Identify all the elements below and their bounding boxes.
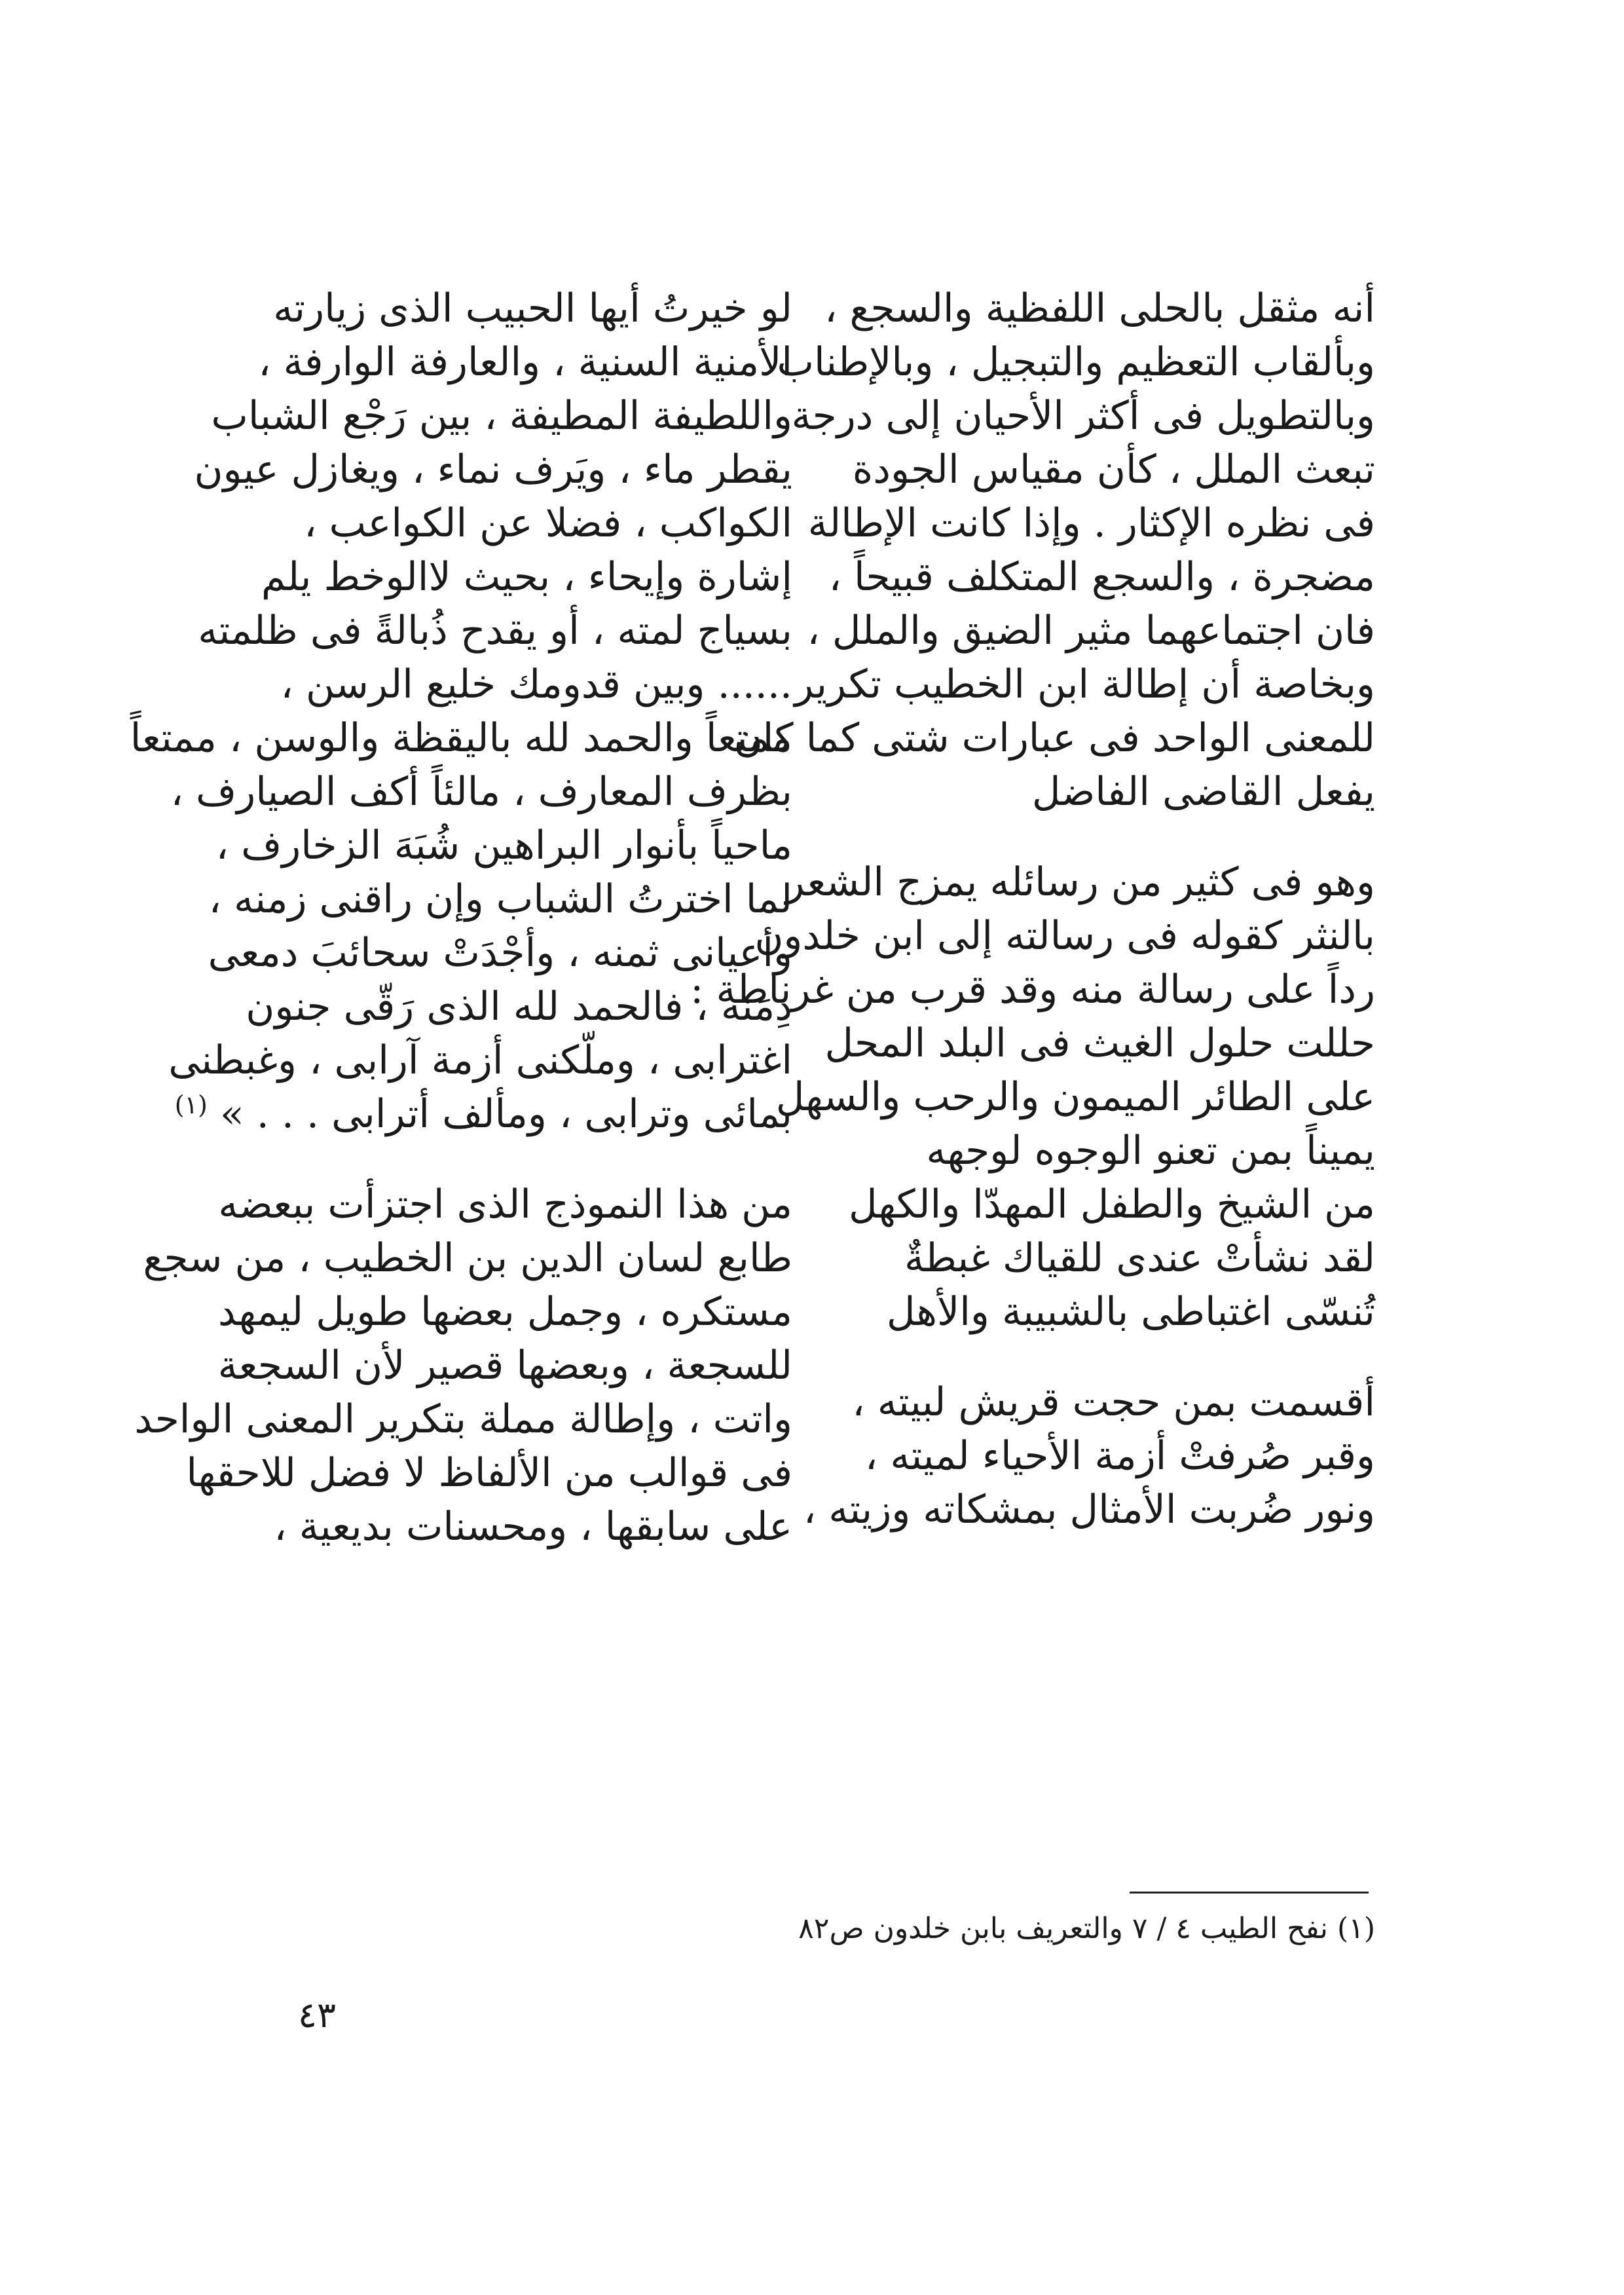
text-line: للسجعة ، وبعضها قصير لأن السجعة — [217, 1343, 792, 1389]
text-line: وأعيانى ثمنه ، وأجْدَتْ سحائبَ دمعى — [208, 930, 792, 976]
text-line: فان اجتماعهما مثير الضيق والملل ، — [807, 608, 1375, 654]
text-line: ونور ضُربت الأمثال بمشكاته وزيته ، — [803, 1487, 1375, 1533]
text-line: فى نظره الإكثار . وإذا كانت الإطالة — [807, 500, 1375, 546]
text-line: ممتعاً والحمد لله باليقظة والوسن ، ممتعاً — [130, 715, 792, 761]
text-line: ...... وبين قدومك خليع الرسن ، — [280, 662, 792, 707]
text-line: واتت ، وإطالة مملة بتكرير المعنى الواحد — [134, 1396, 792, 1442]
text-line: من هذا النموذج الذى اجتزأت ببعضه — [218, 1182, 792, 1227]
text-line: طابع لسان الدين بن الخطيب ، من سجع — [143, 1235, 792, 1281]
text-line: يقطر ماء ، ويَرف نماء ، ويغازل عيون — [194, 447, 792, 493]
text-line: يفعل القاضى الفاضل — [1031, 769, 1375, 815]
poem-line: على الطائر الميمون والرحب والسهل — [775, 1074, 1375, 1120]
right-column — [690, 282, 1375, 1537]
text-line: وبالتطويل فى أكثر الأحيان إلى درجة — [791, 393, 1375, 439]
text-line: وهو فى كثير من رسائله يمزج الشعر — [785, 859, 1375, 905]
footnote-divider — [1130, 1892, 1369, 1894]
text-line: تبعث الملل ، كأن مقياس الجودة — [852, 447, 1375, 493]
text-line: وبألقاب التعظيم والتبجيل ، وبالإطناب — [777, 339, 1375, 385]
text-line: مضجرة ، والسجع المتكلف قبيحاً ، — [828, 554, 1375, 600]
text-line: واللطيفة المطيفة ، بين رَجْع الشباب — [211, 393, 792, 439]
text-line: إشارة وإيحاء ، بحيث لاالوخط يلم — [261, 554, 792, 600]
text-line: رداً على رسالة منه وقد قرب من غرناطة : — [690, 967, 1375, 1013]
text-line: الكواكب ، فضلا عن الكواعب ، — [304, 500, 792, 546]
poem-line: يميناً بمن تعنو الوجوه لوجهه — [926, 1128, 1375, 1174]
page-number: ٤٣ — [298, 1994, 337, 2036]
poem-line: لقد نشأتْ عندى للقياك غبطةٌ — [904, 1235, 1375, 1281]
text-line: لما اخترتُ الشباب وإن راقنى زمنه ، — [208, 876, 792, 922]
text-line: بسياج لمته ، أو يقدح ذُبالةً فى ظلمته — [198, 608, 792, 654]
quote-end-text: بمائى وترابى ، ومألف أترابى . . . » — [219, 1091, 792, 1137]
text-line: فى قوالب من الألفاظ لا فضل للاحقها — [186, 1450, 792, 1496]
text-line: وبخاصة أن إطالة ابن الخطيب تكرير — [794, 662, 1375, 707]
poem-line: حللت حلول الغيث فى البلد المحل — [824, 1020, 1375, 1066]
text-line: على سابقها ، ومحسنات بديعية ، — [274, 1504, 792, 1550]
text-line: دِمَنه ، فالحمد لله الذى رَقّى جنون — [246, 984, 792, 1030]
text-line: وقبر صُرفتْ أزمة الأحياء لميته ، — [864, 1433, 1375, 1479]
poem-line: تُنسّى اغتباطى بالشبيبة والأهل — [886, 1289, 1375, 1335]
text-line: مستكره ، وجمل بعضها طويل ليمهد — [217, 1289, 792, 1335]
text-line: بظرف المعارف ، مالئاً أكف الصيارف ، — [170, 769, 792, 815]
text-line: أنه مثقل بالحلى اللفظية والسجع ، — [824, 286, 1375, 331]
text-line: لو خيرتُ أيها الحبيب الذى زيارته — [273, 286, 792, 331]
footnote-marker: (١) — [174, 1091, 208, 1119]
text-line: الأمنية السنية ، والعارفة الوارفة ، — [258, 339, 792, 385]
text-line: ماحياً بأنوار البراهين شُبَهَ الزخارف ، — [215, 823, 792, 868]
footnote: (١) نفح الطيب ٤ / ٧ والتعريف بابن خلدون ص٨٢ — [798, 1912, 1375, 1945]
left-column — [130, 282, 792, 1554]
text-line — [174, 1087, 792, 1141]
text-line: أقسمت بمن حجت قريش لبيته ، — [852, 1379, 1375, 1425]
text-line: بالنثر كقوله فى رسالته إلى ابن خلدون — [754, 913, 1375, 959]
poem-line: من الشيخ والطفل المهدّا والكهل — [849, 1182, 1375, 1227]
text-line: للمعنى الواحد فى عبارات شتى كما كان — [733, 715, 1375, 761]
text-line: اغترابى ، وملّكنى أزمة آرابى ، وغبطنى — [168, 1037, 792, 1083]
